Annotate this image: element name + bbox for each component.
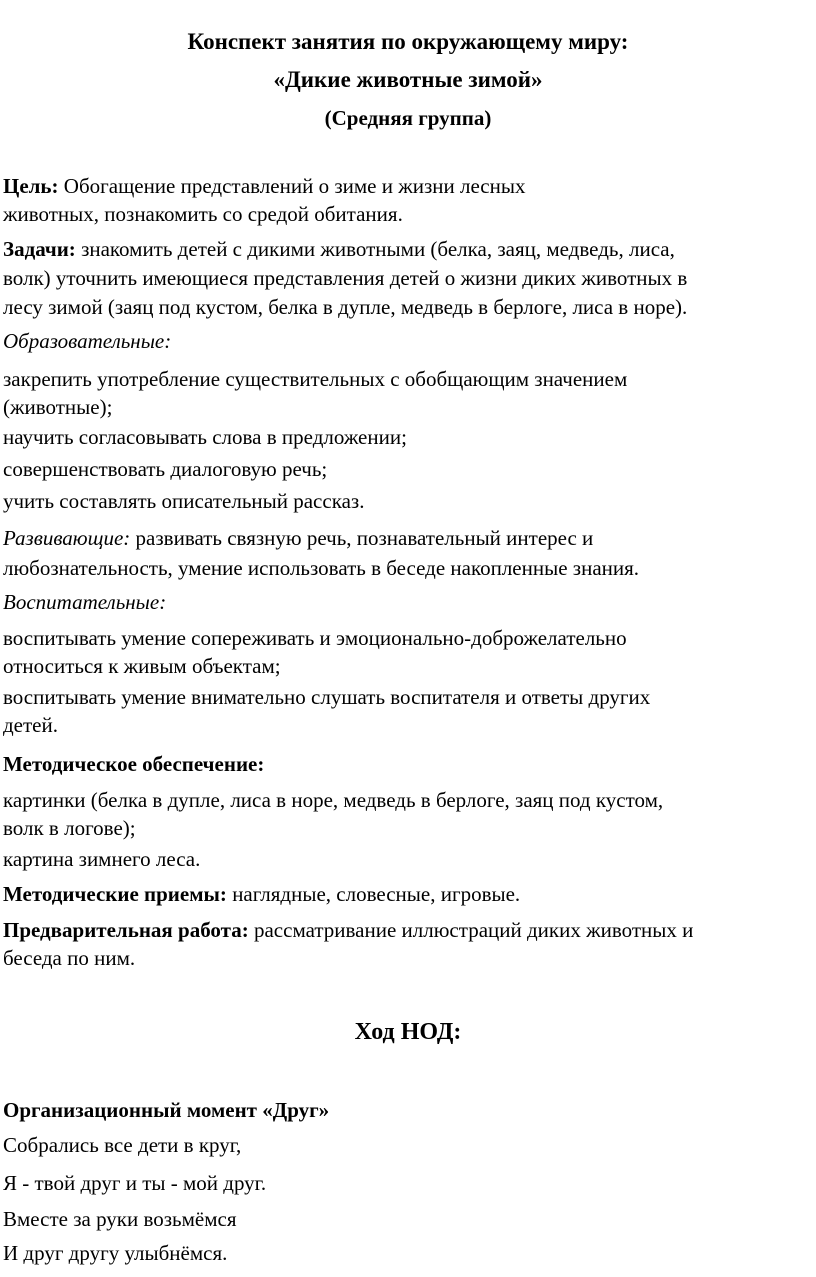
tasks-line2: волк) уточнить имеющиеся представления детей о жизни диких животных в [3,266,688,290]
educational-item: совершенствовать диалоговую речь; [3,457,328,481]
org-moment-label: Организационный момент «Друг» [3,1098,330,1122]
goal-text2b: , познакомить со средой обитания. [93,202,403,226]
upbringing-label: Воспитательные: [3,590,167,614]
poem-line: Я - твой друг и ты - мой друг. [3,1171,267,1195]
goal-label: Цель: [3,174,59,198]
preliminary-label: Предварительная работа: [3,918,249,942]
upbringing-item: детей. [3,713,58,737]
preliminary-text1: рассматривание иллюстраций диких животных и [248,918,694,942]
goal-text1: Обогащение представлений о зиме и жизни лесных [58,174,526,198]
developing-line1 [3,526,593,550]
upbringing-item: воспитывать умение внимательно слушать воспитателя и ответы других [3,685,651,709]
educational-item: учить составлять описательный рассказ. [3,489,365,513]
methodical-support-item: картинки (белка в дупле, лиса в норе, медведь в берлоге, заяц под кустом, [3,788,664,812]
preliminary-line1 [3,918,693,942]
goal-text2a: животных [3,202,94,226]
educational-item: научить согласовывать слова в предложении; [3,425,407,449]
goal-line1 [3,174,525,198]
educational-label: Образовательные: [3,329,172,353]
doc-title-line2: «Дикие животные зимой» [273,67,543,92]
educational-item: закрепить употребление существительных с обобщающим значением [3,367,628,391]
methodical-support-item: волк в логове); [3,816,136,840]
developing-label: Развивающие: [3,526,131,550]
goal-line2 [3,202,403,226]
methodical-support-label: Методическое обеспечение: [3,752,265,776]
preliminary-line2: беседа по ним. [3,946,136,970]
poem-line: И друг другу улыбнёмся. [3,1241,228,1265]
educational-item: (животные); [3,395,113,419]
methods-line [3,882,520,906]
course-title: Ход НОД: [354,1019,462,1045]
methods-text: наглядные, словесные, игровые. [226,882,521,906]
developing-text1: развивать связную речь, познавательный интерес и [130,526,594,550]
methods-label: Методические приемы: [3,882,227,906]
upbringing-item: воспитывать умение сопереживать и эмоционально-доброжелательно [3,626,627,650]
tasks-label: Задачи: [3,237,76,261]
tasks-line1 [3,237,675,261]
poem-line: Собрались все дети в круг, [3,1133,242,1157]
poem-line: Вместе за руки возьмёмся [3,1207,237,1231]
tasks-text1: знакомить детей с дикими животными (белка, заяц, медведь, лиса, [75,237,675,261]
tasks-line3: лесу зимой (заяц под кустом, белка в дупле, медведь в берлоге, лиса в норе). [3,295,688,319]
doc-subtitle-group: (Средняя группа) [324,106,492,130]
developing-line2: любознательность, умение использовать в беседе накопленные знания. [3,556,640,580]
doc-title-line1: Конспект занятия по окружающему миру: [187,29,629,54]
upbringing-item: относиться к живым объектам; [3,654,281,678]
methodical-support-item: картина зимнего леса. [3,847,201,871]
